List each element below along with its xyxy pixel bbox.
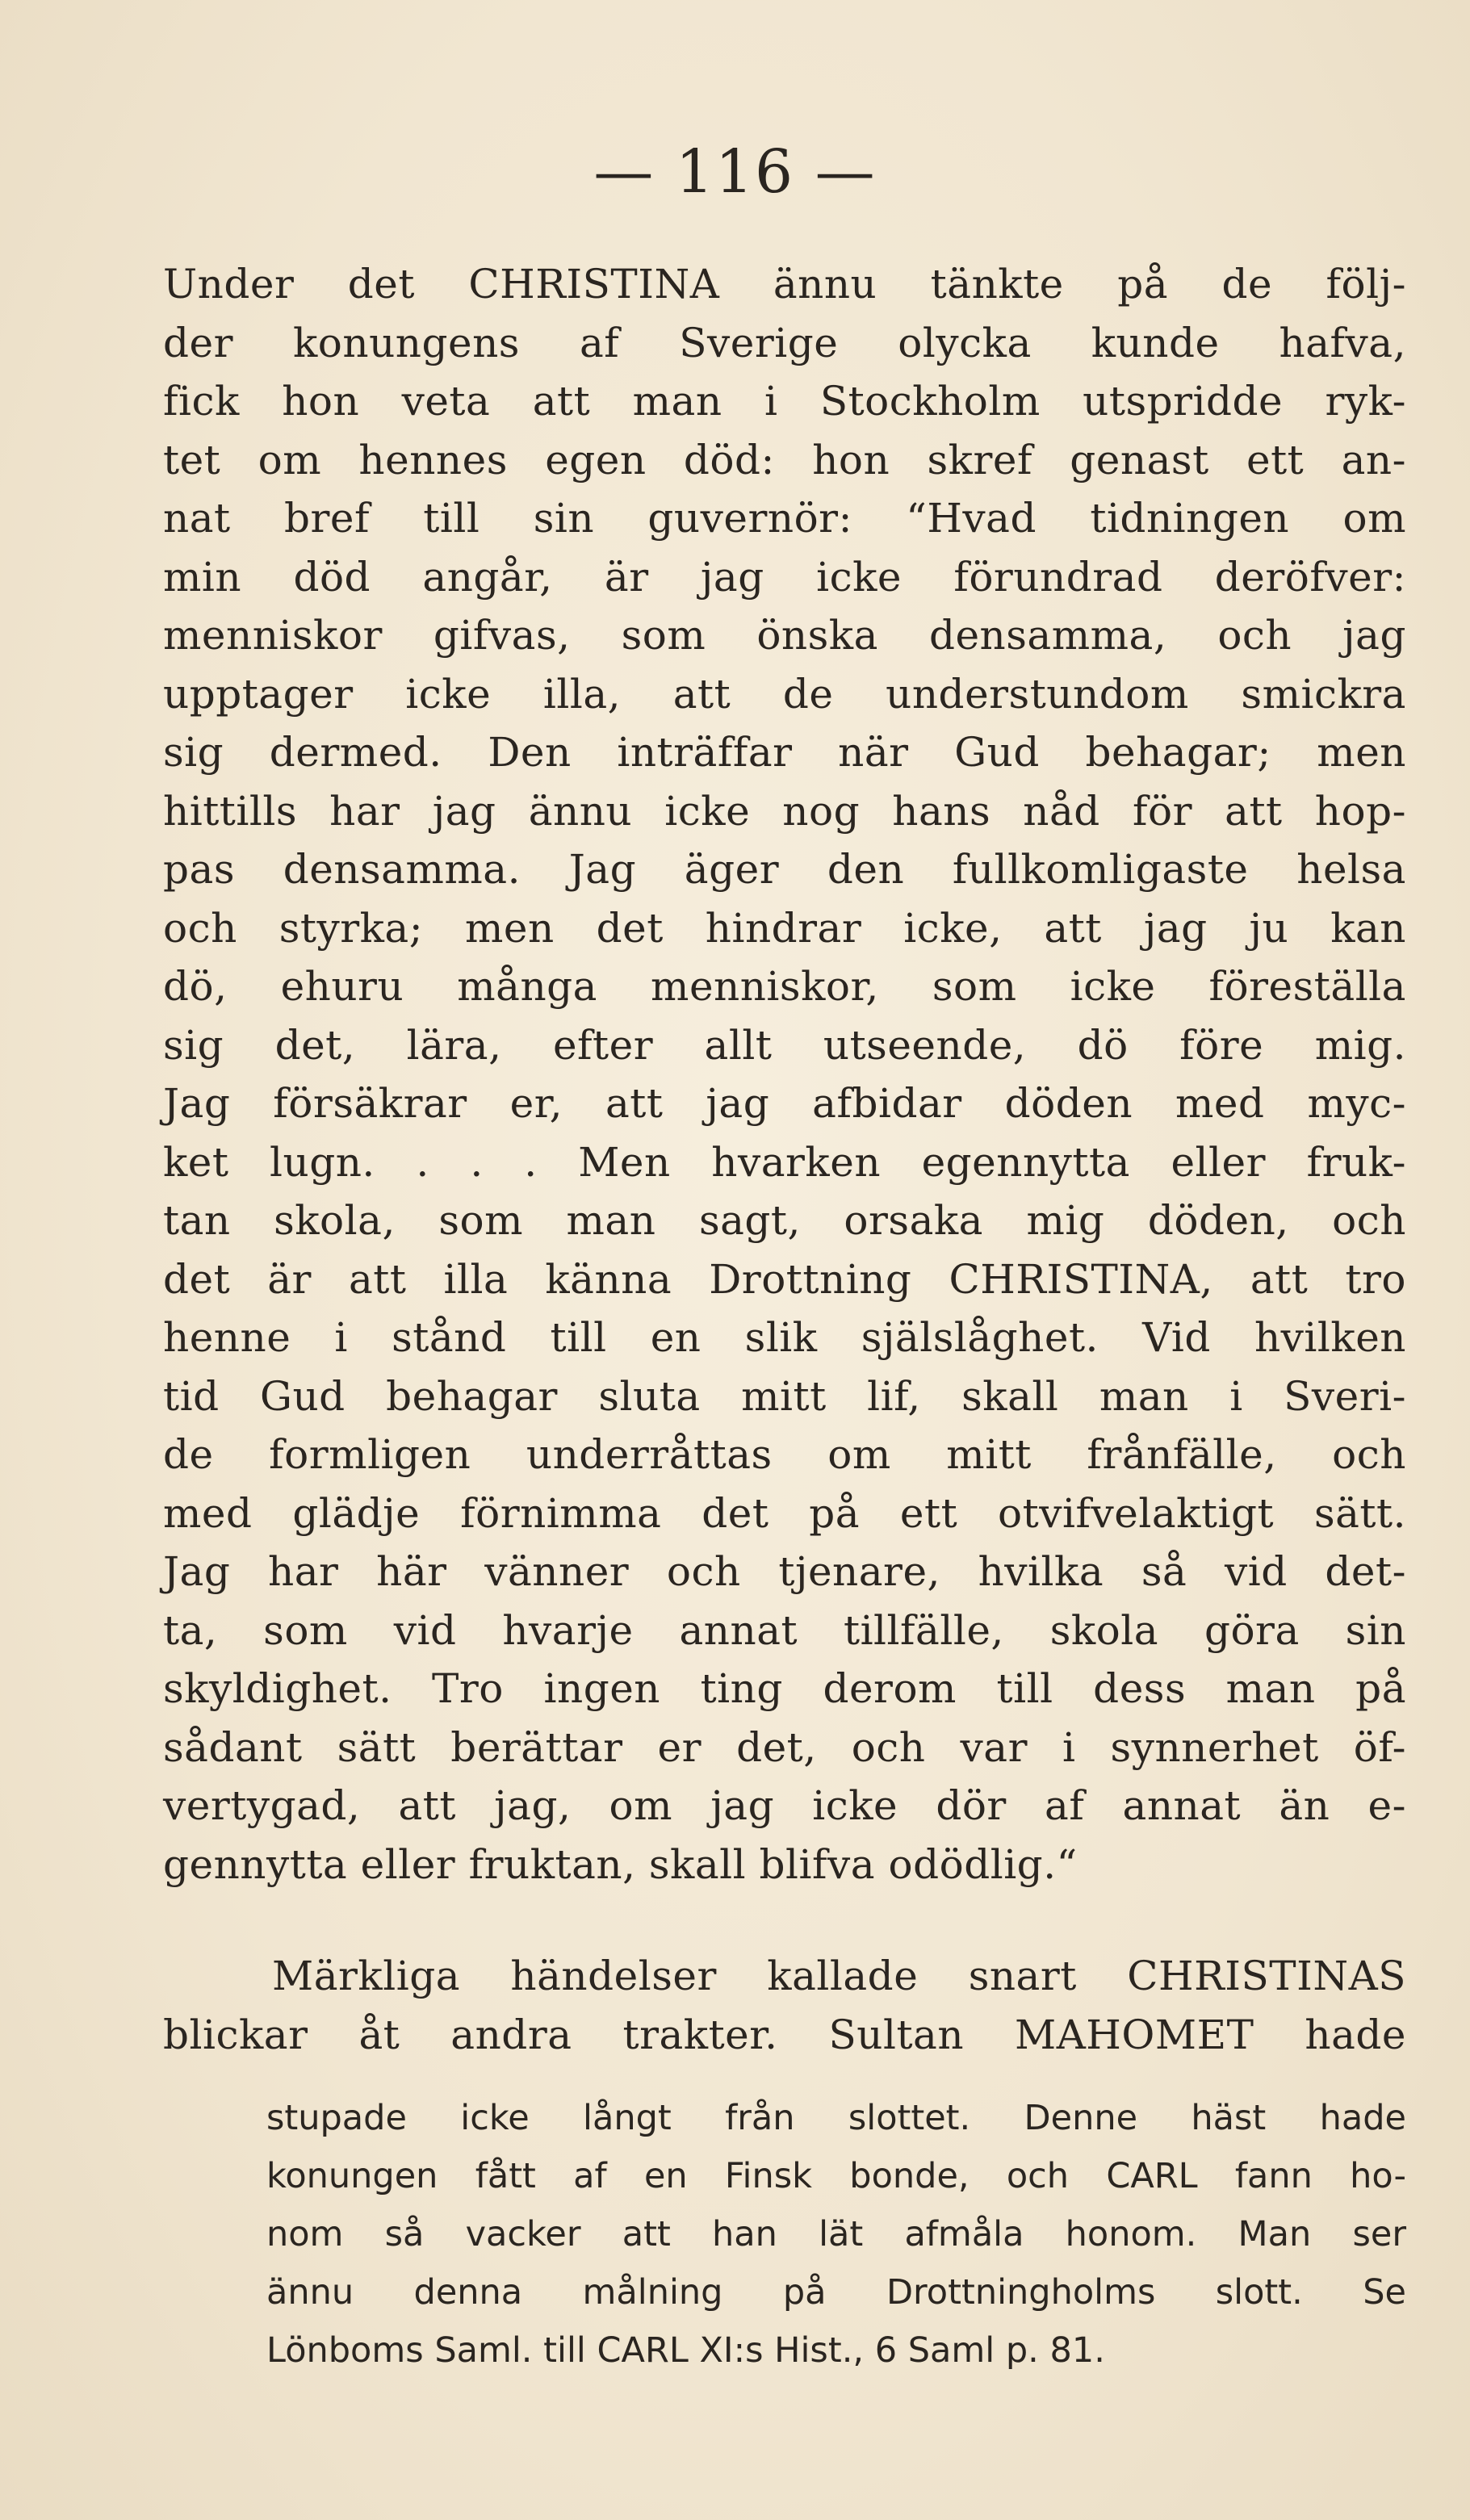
text-line: vertygad, att jag, om jag icke dör af annat än e- — [163, 1782, 1406, 1829]
text-line: tid Gud behagar sluta mitt lif, skall man i Sveri- — [163, 1372, 1406, 1420]
footnote — [266, 2089, 1406, 2380]
footnote-line: Lönboms Saml. till CARL XI:s Hist., 6 Saml p. 81. — [266, 2330, 1105, 2371]
text-line: och styrka; men det hindrar icke, att jag ju kan — [163, 904, 1406, 952]
text-line: skyldighet. Tro ingen ting derom till dess man på — [163, 1665, 1406, 1712]
text-line: Under det CHRISTINA ännu tänkte på de följ- — [163, 261, 1406, 308]
text-line: sådant sätt berättar er det, och var i synnerhet öf- — [163, 1723, 1406, 1771]
text-line: sig det, lära, efter allt utseende, dö före mig. — [163, 1021, 1406, 1069]
text-line: tet om hennes egen död: hon skref genast ett an- — [163, 436, 1406, 483]
text-line: Jag försäkrar er, att jag afbidar döden med myc- — [163, 1080, 1406, 1127]
main-paragraph — [163, 255, 1406, 1894]
text-line: med glädje förnimma det på ett otvifvelaktigt sätt. — [163, 1489, 1406, 1537]
text-line: de formligen underråttas om mitt frånfälle, och — [163, 1431, 1406, 1478]
text-line: pas densamma. Jag äger den fullkomligaste helsa — [163, 846, 1406, 893]
footnote-line: konungen fått af en Finsk bonde, och CARL fann ho- — [266, 2156, 1406, 2196]
text-line: Jag har här vänner och tjenare, hvilka så vid det- — [163, 1548, 1406, 1595]
text-line: Märkliga händelser kallade snart CHRISTINAS — [272, 1953, 1406, 1999]
text-line: ket lugn. . . . Men hvarken egennytta eller fruk- — [163, 1138, 1406, 1186]
text-line: min död angår, är jag icke förundrad deröfver: — [163, 553, 1406, 601]
text-line: henne i stånd till en slik själslåghet. Vid hvilken — [163, 1314, 1406, 1361]
text-line: nat bref till sin guvernör: “Hvad tidningen om — [163, 495, 1406, 542]
text-line: dö, ehuru många menniskor, som icke föreställa — [163, 963, 1406, 1010]
text-line: fick hon veta att man i Stockholm utspridde ryk- — [163, 378, 1406, 425]
second-paragraph — [163, 1947, 1406, 2064]
page-number: — 116 — — [593, 137, 877, 207]
footnote-line: nom så vacker att han lät afmåla honom. Man ser — [266, 2214, 1406, 2254]
text-line: gennytta eller fruktan, skall blifva odödlig.“ — [163, 1840, 1078, 1888]
text-line: hittills har jag ännu icke nog hans nåd för att hop- — [163, 787, 1406, 835]
text-line: det är att illa känna Drottning CHRISTINA, att tro — [163, 1255, 1406, 1303]
footnote-line: stupade icke långt från slottet. Denne häst hade — [266, 2098, 1406, 2138]
text-line: tan skola, som man sagt, orsaka mig döden, och — [163, 1197, 1406, 1244]
footnote-line: ännu denna målning på Drottningholms slott. Se — [266, 2272, 1406, 2313]
text-line: menniskor gifvas, som önska densamma, och jag — [163, 612, 1406, 659]
text-line: der konungens af Sverige olycka kunde hafva, — [163, 319, 1406, 366]
text-line: upptager icke illa, att de understundom smickra — [163, 670, 1406, 718]
text-line: ta, som vid hvarje annat tillfälle, skola göra sin — [163, 1606, 1406, 1654]
text-line: sig dermed. Den inträffar när Gud behagar; men — [163, 729, 1406, 776]
text-line: blickar åt andra trakter. Sultan MAHOMET hade — [163, 2011, 1406, 2058]
